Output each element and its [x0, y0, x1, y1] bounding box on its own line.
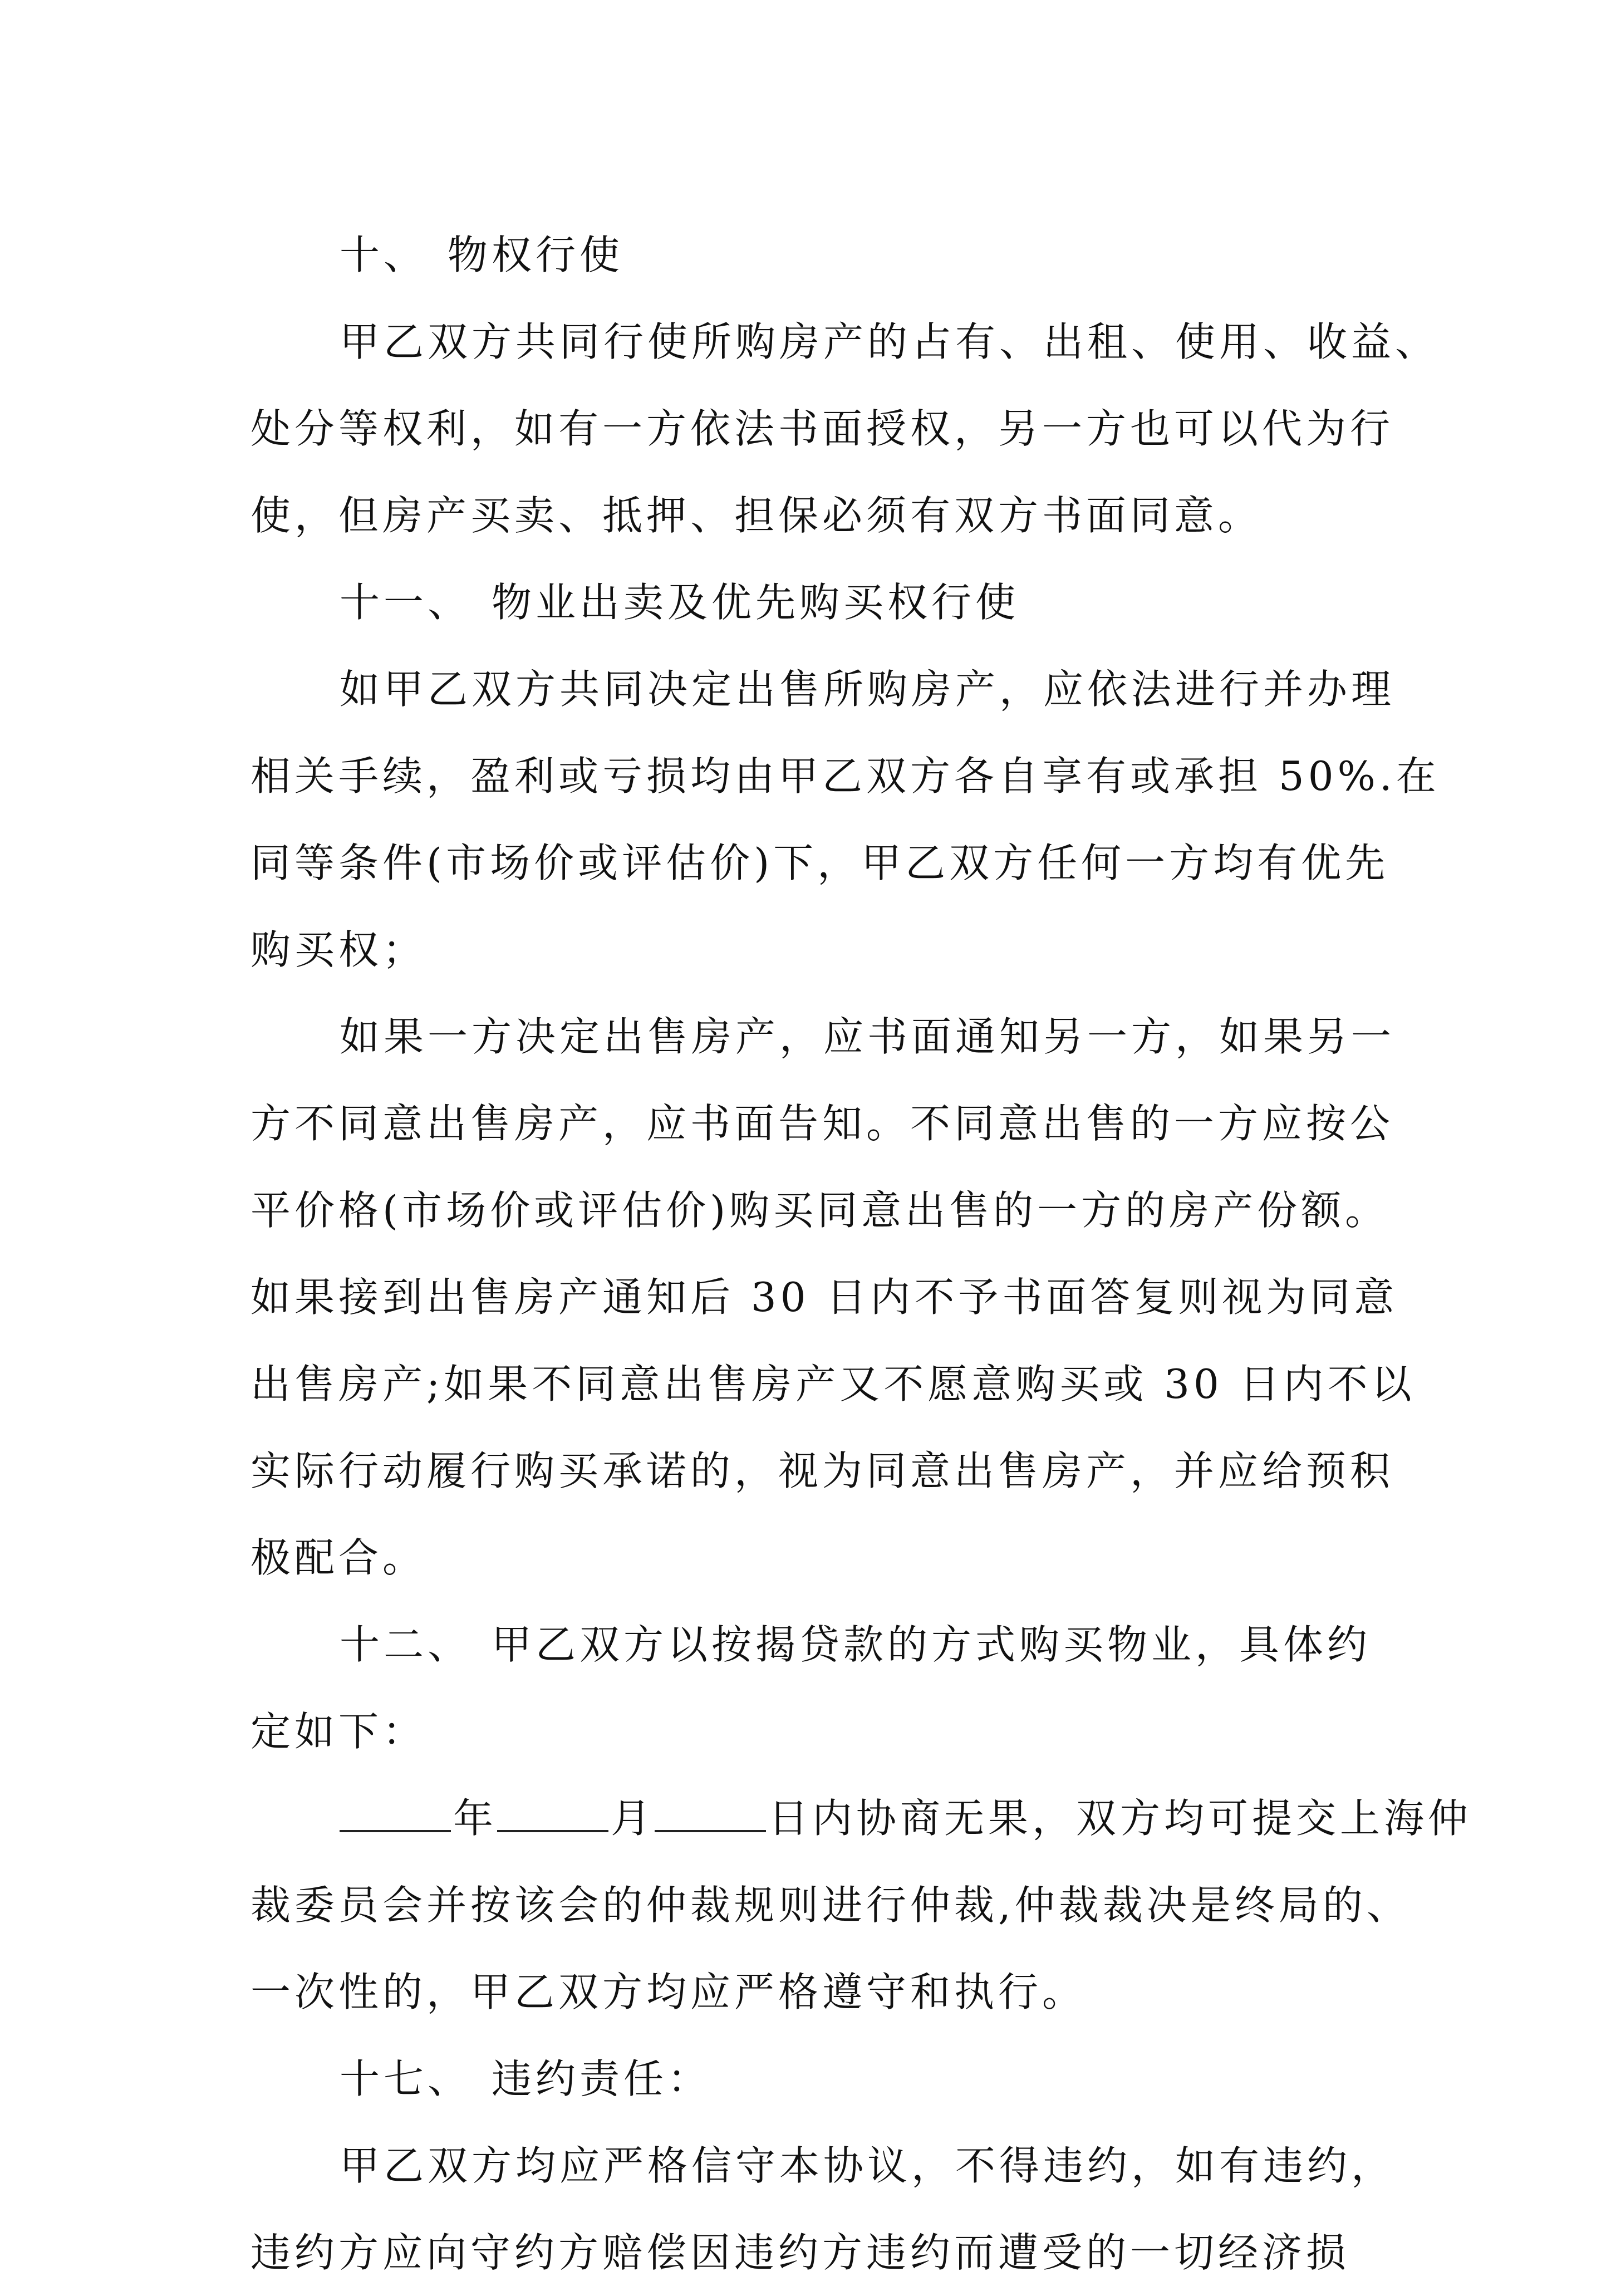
paragraph-line: 使，但房产买卖、抵押、担保必须有双方书面同意。 — [251, 492, 1263, 539]
section-10-heading — [251, 212, 1369, 298]
paragraph-line: 购买权； — [251, 926, 427, 973]
section-17-heading — [251, 2035, 1369, 2122]
paragraph-line: 方不同意出售房产，应书面告知。不同意出售的一方应按公 — [251, 1100, 1394, 1147]
section-number: 十一、 — [340, 579, 472, 626]
day-text: 日内协商无果，双方均可提交上海仲 — [768, 1795, 1472, 1842]
paragraph-line: 相关手续，盈利或亏损均由甲乙双方各自享有或承担 50%.在 — [251, 753, 1440, 799]
paragraph-line: 实际行动履行购买承诺的，视为同意出售房产，并应给预积 — [251, 1448, 1394, 1494]
paragraph-line: 极配合。 — [251, 1534, 427, 1581]
paragraph-line: 如果接到出售房产通知后 30 日内不予书面答复则视为同意 — [251, 1274, 1398, 1321]
section-number: 十二、 — [340, 1621, 472, 1668]
month-label: 月 — [611, 1795, 655, 1842]
paragraph-line: 定如下： — [251, 1708, 427, 1755]
section-title: 物权行使 — [448, 232, 624, 278]
paragraph-line: 甲乙双方共同行使所购房产的占有、出租、使用、收益、 — [340, 318, 1440, 365]
paragraph-line: 裁委员会并按该会的仲裁规则进行仲裁,仲裁裁决是终局的、 — [251, 1882, 1411, 1929]
paragraph-line: 出售房产;如果不同意出售房产又不愿意购买或 30 日内不以 — [251, 1361, 1416, 1407]
section-number: 十七、 — [340, 2055, 472, 2102]
day-blank — [655, 1791, 766, 1832]
arbitration-date-line — [251, 1775, 1472, 1862]
paragraph-line: 一次性的，甲乙双方均应严格遵守和执行。 — [251, 1969, 1087, 2015]
paragraph-line: 如果一方决定出售房产，应书面通知另一方，如果另一 — [340, 1013, 1396, 1060]
paragraph-line: 平价格(市场价或评估价)购买同意出售的一方的房产份额。 — [251, 1187, 1389, 1234]
section-title: 物业出卖及优先购买权行使 — [492, 579, 1020, 626]
document-body — [251, 212, 1472, 2296]
section-title: 违约责任： — [492, 2055, 712, 2102]
section-number: 十、 — [340, 232, 428, 278]
section-12-heading — [251, 1601, 1372, 1688]
section-title: 甲乙双方以按揭贷款的方式购买物业，具体约 — [492, 1621, 1372, 1668]
month-blank — [497, 1791, 608, 1832]
paragraph-line: 处分等权利，如有一方依法书面授权，另一方也可以代为行 — [251, 405, 1394, 452]
paragraph-line: 违约方应向守约方赔偿因违约方违约而遭受的一切经济损 — [251, 2229, 1350, 2276]
section-11-heading — [251, 559, 1369, 646]
year-blank — [340, 1791, 451, 1832]
year-label: 年 — [453, 1795, 498, 1842]
paragraph-line: 如甲乙双方共同决定出售所购房产，应依法进行并办理 — [340, 666, 1396, 713]
paragraph-line: 同等条件(市场价或评估价)下，甲乙双方任何一方均有优先 — [251, 840, 1389, 886]
paragraph-line: 甲乙双方均应严格信守本协议，不得违约，如有违约， — [340, 2142, 1396, 2189]
